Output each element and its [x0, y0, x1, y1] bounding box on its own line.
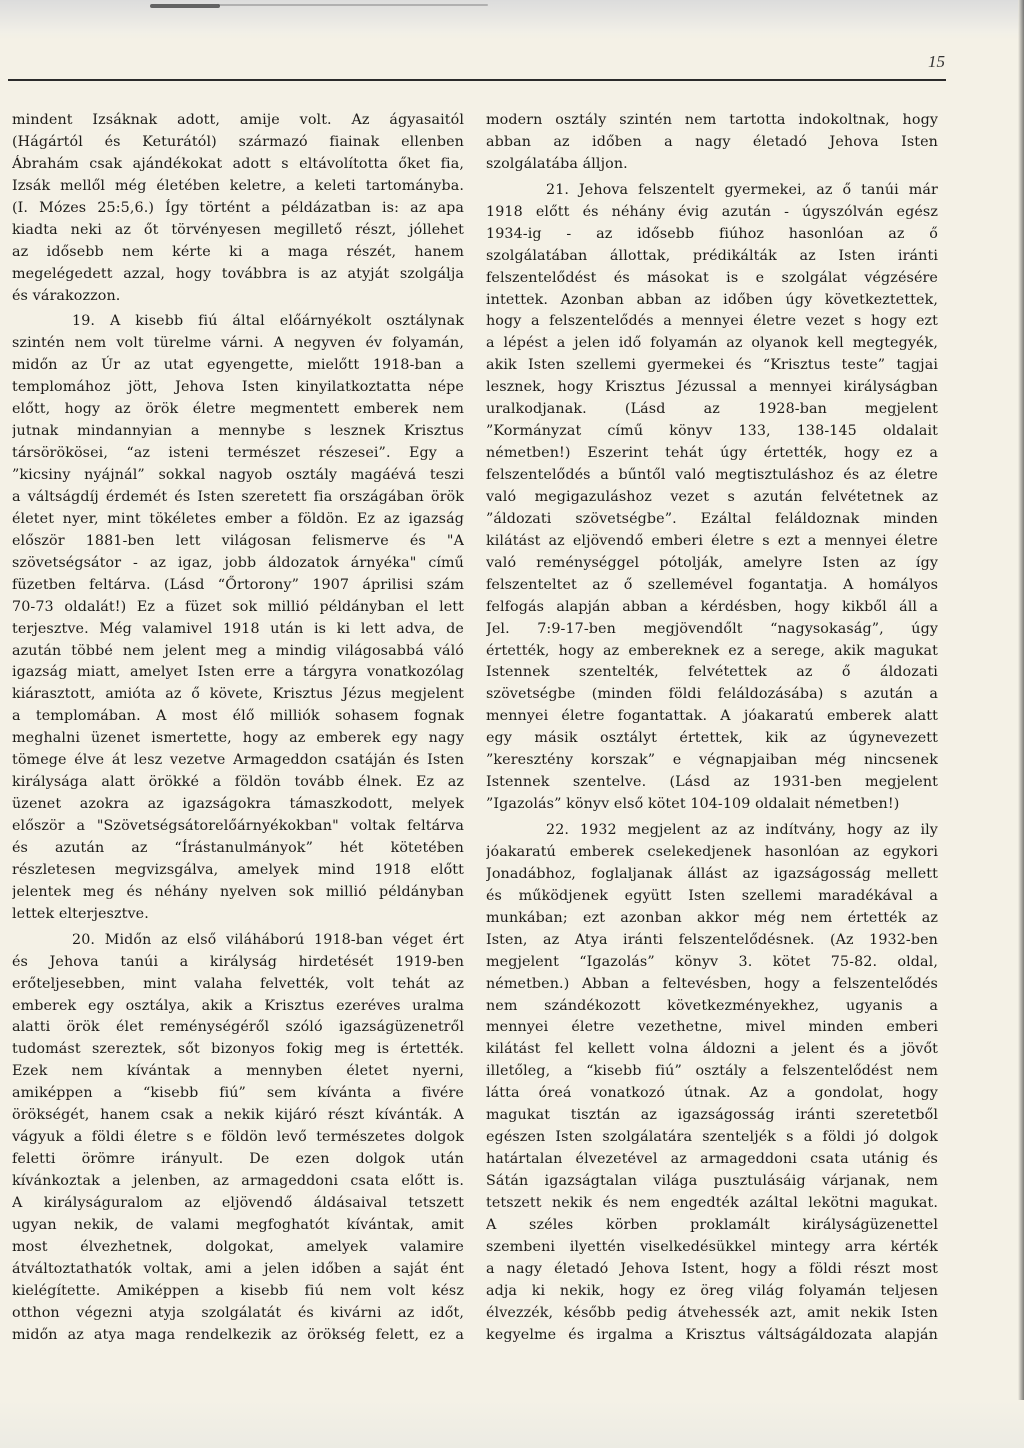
text-line: mennyei életre vezethetne, mivel minden emberi	[486, 1019, 938, 1036]
text-line: életet nyer, mint tökéletes ember a földön. Ez az igazság	[12, 510, 464, 527]
scan-right-edge	[1018, 0, 1024, 1448]
text-line: való megigazuláshoz vezet s azután felvétetnek az	[486, 488, 938, 505]
text-line: modern osztály szintén nem tartotta indokoltnak, hogy	[486, 112, 938, 128]
page-number: 15	[928, 52, 945, 71]
text-line: otthon végezni atyja szolgálatát és kivárni az időt,	[12, 1304, 464, 1321]
text-line: jóakaratú emberek cselekedjenek hasonlóan az egykori	[486, 843, 938, 860]
scan-mark	[150, 4, 220, 8]
text-line: 1918 előtt és néhány évig azután - úgyszólván egész	[486, 203, 938, 220]
text-line: lettek elterjesztve.	[12, 905, 149, 922]
text-line: ”áldozati szövetségbe”. Ezáltal feláldoznak minden	[486, 510, 938, 527]
text-line: átváltoztathatók voltak, ami a jelen időben a saját ént	[12, 1260, 464, 1277]
text-line: látta óreá vonatkozó útnak. Az a gondolat, hogy	[486, 1085, 938, 1102]
text-line: Istennek szentelve. (Lásd az 1931-ben megjelent	[486, 774, 938, 791]
text-line: tudomást szereztek, sőt bizonyos fokig meg is értették.	[12, 1041, 464, 1058]
text-line: midőn az atya maga rendelkezik az örökség felett, ez a	[12, 1326, 464, 1343]
text-line: előtt, hogy az örök életre megmentett emberek nem	[12, 401, 464, 418]
text-line: és várakozzon.	[12, 287, 121, 304]
text-line: ”Kormányzat című könyv 133, 138-145 oldalait	[486, 423, 938, 440]
text-line: mennyei életre fogantattak. A jóakaratú emberek alatt	[486, 708, 938, 725]
text-line: a nagy életadó Jehova Istent, hogy a földi részt most	[486, 1260, 938, 1277]
text-line: szövetségsátor - az igaz, jobb áldozatok árnyéka" című	[12, 554, 464, 571]
text-line: igazság miatt, amelyet Isten erre a tárgyra vonatkozólag	[12, 664, 464, 681]
text-line: ”kicsiny nyájnál” sokkal nagyob osztály magáévá teszi	[12, 467, 464, 483]
text-line: Jel. 7:9-17-ben megjövendőlt “nagysokaság”, úgy	[486, 620, 938, 637]
text-line: felszentelődést és másokat is e szolgálat végzésére	[486, 269, 938, 286]
text-line: az idősebb nem kérte ki a maga részét, hanem	[12, 243, 464, 260]
text-line: szintén nem volt türelme várni. A negyven év folyamán,	[12, 335, 464, 352]
text-line: amiképpen a “kisebb fiú” sem kívánta a fivére	[12, 1085, 464, 1102]
text-line: tetszett nekik és nem engedték azáltal lekötni magukat.	[486, 1194, 938, 1211]
text-line: kiadta neki az őt törvényesen megillető részt, jóllehet	[12, 221, 464, 238]
text-line: szolgálatába álljon.	[486, 155, 628, 172]
text-line: mindent Izsáknak adott, amije volt. Az ágyasaitól	[12, 112, 464, 128]
text-line: királysága alatt örökké a földön tovább élnek. Ez az	[12, 774, 464, 791]
paragraph-start-line: 22. 1932 megjelent az az indítvány, hogy az ily	[546, 822, 938, 838]
text-line: Izsák mellől még életében keletre, a keleti tartományba.	[12, 177, 464, 194]
text-line: szolgálatában állottak, prédikálták az Isten iránti	[486, 247, 938, 264]
text-line: terjesztve. Még valamivel 1918 után is ki lett adva, de	[12, 620, 464, 637]
text-line: részletesen megvizsgálva, amelyek mind 1918 előtt	[12, 861, 464, 878]
paragraph-start-line: 19. A kisebb fiú által előárnyékolt osztálynak	[72, 313, 464, 330]
text-line: németben!) Eszerint tehát úgy értették, hogy ez a	[486, 445, 938, 462]
text-line: örökségét, hanem csak a nekik kijáró részt kívánták. A	[12, 1107, 464, 1124]
text-line: megjelent “Igazolás” könyv 3. kötet 75-82. oldal,	[486, 953, 938, 970]
text-line: társörökösei, “az isteni természet részesei”. Egy a	[12, 445, 464, 462]
right-column	[486, 110, 938, 1347]
text-line: munkában; ezt azonban akkor még nem értették az	[486, 909, 938, 926]
text-line: jelentek meg és néhány nyelven sok millió példányban	[12, 883, 464, 900]
text-line: vágyuk a földi életre s e földön levő természetes dolgok	[12, 1129, 464, 1146]
text-line: meghalni üzenet ismertette, hogy az emberek egy nagy	[12, 730, 464, 747]
text-line: élvezzék, később pedig átvehessék azt, amit nekik Isten	[486, 1304, 938, 1321]
text-line: lesznek, hogy Krisztus Jézussal a mennyei királyságban	[486, 379, 938, 396]
text-line: megelégedett azzal, hogy továbbra is az atyját szolgálja	[12, 265, 464, 282]
text-line: ”keresztény korszak” e végnapjaiban még nincsenek	[486, 752, 938, 769]
text-line: értették, hogy az embereknek ez a serege, akik magukat	[486, 642, 938, 659]
text-line: tömege élve át lesz vezetve Armageddon csatáján és Isten	[12, 752, 464, 769]
left-column	[12, 110, 464, 1347]
text-line: határtalan élvezetével az armageddoni csata utánig és	[486, 1151, 938, 1168]
text-line: szembeni ilyettén viselkedésükkel mintegy arra kérték	[486, 1238, 938, 1255]
text-line: először a "Szövetségsátorelőárnyékokban" voltak feltárva	[12, 818, 464, 834]
text-line: templomához jött, Jehova Isten kinyilatkoztatta népe	[12, 379, 464, 396]
header-rule	[8, 79, 946, 81]
text-line: (Hágártól és Keturától) származó fiainak ellenben	[12, 133, 464, 150]
text-line: egészen Isten szolgálatára szenteljék s a földi jó dolgok	[486, 1129, 938, 1146]
text-line: és azután az “Írástanulmányok” hét kötetében	[12, 839, 464, 856]
text-line: magukat tisztán az igazságosság iránti szeretetből	[486, 1107, 938, 1124]
text-line: németben.) Abban a feltevésben, hogy a felszentelődés	[486, 975, 938, 992]
text-line: és Jehova tanúi a királyság hirdetését 1919-ben	[12, 953, 464, 970]
text-line: emberek egy osztálya, akik a Krisztus ezeréves uralma	[12, 997, 464, 1014]
text-line: illetőleg, a “kisebb fiú” osztály a felszentelődést nem	[486, 1063, 938, 1080]
paragraph-start-line: 20. Midőn az első viláháború 1918-ban véget ért	[72, 931, 464, 948]
text-line: hogy a felszentelődés a mennyei életre vezet s hogy ezt	[486, 313, 938, 330]
text-line: füzetben feltárva. (Lásd “Őrtorony” 1907 áprilisi szám	[12, 576, 464, 593]
scan-top-edge	[0, 0, 1024, 40]
text-line: akik Isten szellemi gyermekei és “Krisztus teste” tagjai	[486, 357, 938, 374]
text-line: kívánkoztak a jelenben, az armageddoni csata előtt is.	[12, 1173, 464, 1189]
text-line: üzenet azokra az igazságokra támaszkodott, melyek	[12, 796, 464, 813]
text-line: egy másik osztályt értettek, kik az úgynevezett	[486, 730, 938, 747]
text-line: azután többé nem jelent meg a mindig világosabbá váló	[12, 642, 464, 659]
paragraph-start-line: 21. Jehova felszentelt gyermekei, az ő tanúi már	[546, 181, 938, 198]
text-line: kilátást fel kellett volna áldozni a jelent és a jövőt	[486, 1041, 938, 1058]
text-line: felszentelődés a bűntől való megtisztuláshoz és az életre	[486, 467, 938, 483]
text-line: szövetségbe (minden földi feláldozásába) s azután a	[486, 686, 938, 703]
text-line: felfogás alapján abban a kérdésben, hogy kikből áll a	[486, 598, 938, 615]
text-line: nem szándékozott következményekhez, ugyanis a	[486, 997, 938, 1014]
text-line: Ábrahám csak ajándékokat adott s eltávolította őket fia,	[12, 155, 464, 172]
text-line: való reménységgel pótolják, amelyre Isten az így	[486, 554, 938, 571]
text-line: (I. Mózes 25:5,6.) Így történt a példázatban is: az apa	[12, 199, 464, 216]
text-line: feletti örömre irányult. De ezen dolgok után	[12, 1151, 464, 1168]
text-line: Sátán igazságtalan világa pusztulásáig várjanak, nem	[486, 1173, 938, 1189]
text-line: A széles körben proklamált királyságüzenettel	[486, 1216, 938, 1233]
page-bottom-margin	[0, 1400, 1024, 1448]
text-line: erőteljesebben, mint valaha felvették, volt tehát az	[12, 975, 464, 992]
text-line: Ezek nem kívántak a mennyben életet nyerni,	[12, 1063, 464, 1080]
text-line: alatti örök élet reménységéről szóló igazságüzenetről	[12, 1019, 464, 1036]
text-line: 70-73 oldalát!) Ez a füzet sok millió példányban el lett	[12, 598, 464, 615]
text-line: Jonadábhoz, foglaljanak állást az igazságosság mellett	[486, 865, 938, 882]
text-line: először 1881-ben lett világosan felismerve és "A	[12, 532, 464, 549]
text-line: Istennek szentelték, felvétettek az ő áldozati	[486, 664, 938, 681]
text-line: felszenteltet az ő szellemével fogantatja. A homályos	[486, 576, 938, 593]
text-line: kilátást az eljövendő emberi életre s ezt a mennyei életre	[486, 532, 938, 549]
text-line: és működjenek együtt Isten szellemi maradékával a	[486, 887, 938, 904]
text-line: kegyelme és irgalma a Krisztus váltságáldozata alapján	[486, 1326, 938, 1343]
text-line: uralkodjanak. (Lásd az 1928-ban megjelent	[486, 401, 938, 418]
text-line: adja ki nekik, hogy ez öreg világ folyamán teljesen	[486, 1282, 938, 1299]
text-line: kielégítette. Amiképpen a kisebb fiú nem volt kész	[12, 1282, 464, 1299]
text-line: a váltságdíj érdemét és Isten szeretett fia országában örök	[12, 488, 464, 505]
text-line: jutnak mindannyian a mennybe s lesznek Krisztus	[12, 423, 464, 440]
text-line: ”Igazolás” könyv első kötet 104-109 oldalait németben!)	[486, 796, 900, 813]
text-line: kiárasztott, amióta az ő követe, Krisztus Jézus megjelent	[12, 686, 464, 703]
text-line: midőn az Úr az utat egyengette, mielőtt 1918-ban a	[12, 357, 464, 374]
text-line: a lépést a jelen idő folyamán az olyanok kell megtegyék,	[486, 335, 938, 352]
text-line: 1934-ig - az idősebb fiúhoz hasonlóan az ő	[486, 225, 938, 242]
scan-mark	[218, 4, 488, 6]
text-line: most élvezhetnek, dolgokat, amelyek valamire	[12, 1238, 464, 1255]
text-line: abban az időben a nagy életadó Jehova Isten	[486, 133, 938, 150]
text-line: a templomában. A most élő milliók sohasem fognak	[12, 708, 464, 725]
text-line: ugyan nekik, de valami megfoghatót kívántak, amit	[12, 1216, 464, 1233]
text-line: Isten, az Atya iránti felszentelődésnek. (Az 1932-ben	[486, 931, 938, 948]
text-line: intettek. Azonban abban az időben úgy következtettek,	[486, 291, 938, 308]
text-line: A királyságuralom az eljövendő áldásaival tetszett	[12, 1194, 464, 1211]
